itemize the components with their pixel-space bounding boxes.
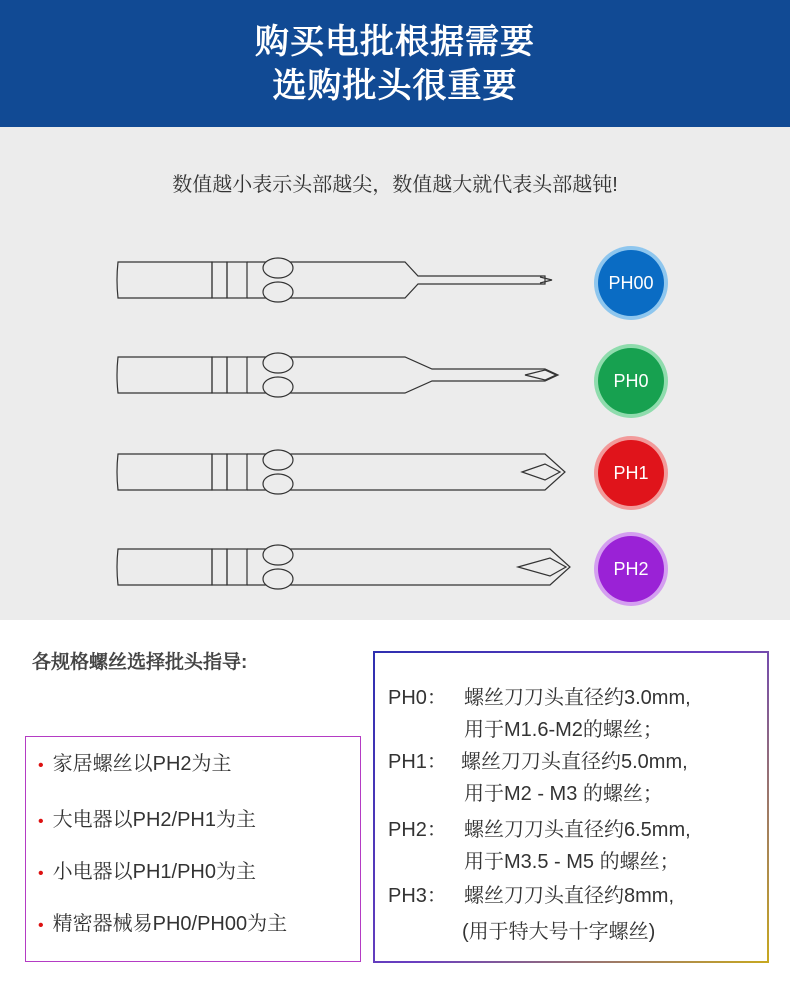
bullet-dot: • xyxy=(38,757,44,774)
usage-item: • 家居螺丝以PH2为主 xyxy=(38,753,232,775)
bit-ph2-drawing xyxy=(117,545,570,589)
usage-item: • 精密器械易PH0/PH00为主 xyxy=(38,913,288,935)
spec-name-ph1: PH1： xyxy=(388,751,447,773)
spec-usage-ph2: 用于M3.5 - M5 的螺丝； xyxy=(464,851,680,873)
usage-box xyxy=(25,736,361,962)
spec-diameter-ph0: 螺丝刀刀头直径约3.0mm, xyxy=(464,687,691,709)
bullet-dot: • xyxy=(38,917,44,934)
bit-ph1-drawing xyxy=(117,450,565,494)
spec-usage-ph3: (用于特大号十字螺丝) xyxy=(462,921,656,943)
bits-subtitle: 数值越小表示头部越尖，数值越大就代表头部越钝! xyxy=(172,174,618,196)
bit-ph0-drawing xyxy=(117,353,558,397)
badge-ph1: PH1 xyxy=(598,440,664,506)
spec-box xyxy=(373,651,769,963)
badge-ph0: PH0 xyxy=(598,348,664,414)
screwdriver-bits-illustration xyxy=(0,127,790,620)
header-title-line2: 选购批头很重要 xyxy=(272,66,518,105)
bit-ph00-drawing xyxy=(117,258,552,302)
badge-ph2: PH2 xyxy=(598,536,664,602)
spec-name-ph3: PH3： xyxy=(388,885,447,907)
spec-diameter-ph1: 螺丝刀刀头直径约5.0mm, xyxy=(461,751,688,773)
guide-title: 各规格螺丝选择批头指导: xyxy=(32,652,248,673)
bullet-dot: • xyxy=(38,865,44,882)
spec-usage-ph0: 用于M1.6-M2的螺丝； xyxy=(464,719,663,741)
spec-name-ph0: PH0： xyxy=(388,687,447,709)
page-header xyxy=(0,0,790,127)
bullet-dot: • xyxy=(38,813,44,830)
spec-diameter-ph2: 螺丝刀刀头直径约6.5mm, xyxy=(464,819,691,841)
usage-item: • 大电器以PH2/PH1为主 xyxy=(38,809,256,831)
spec-diameter-ph3: 螺丝刀刀头直径约8mm, xyxy=(464,885,674,907)
usage-item: • 小电器以PH1/PH0为主 xyxy=(38,861,256,883)
spec-name-ph2: PH2： xyxy=(388,819,447,841)
badge-ph00: PH00 xyxy=(598,250,664,316)
spec-usage-ph1: 用于M2 - M3 的螺丝； xyxy=(464,783,663,805)
header-title-line1: 购买电批根据需要 xyxy=(255,22,535,61)
